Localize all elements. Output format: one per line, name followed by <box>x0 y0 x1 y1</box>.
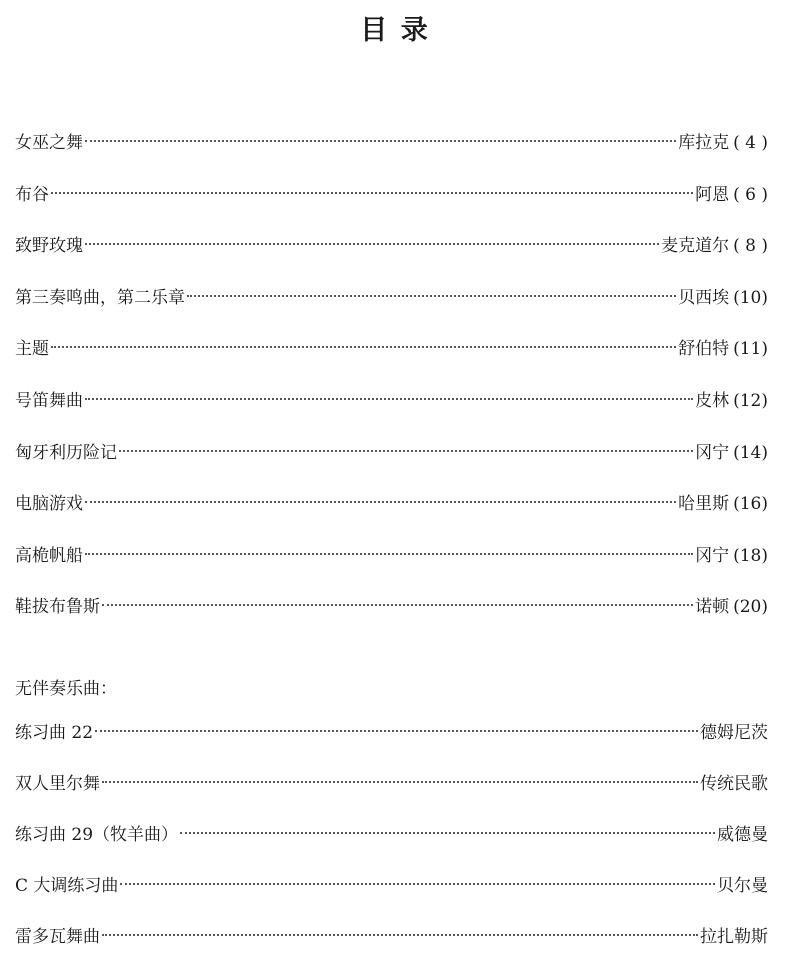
entry-title: 双人里尔舞 <box>15 774 100 794</box>
entry-title: 第三奏鸣曲，第二乐章 <box>15 287 185 308</box>
toc-entry <box>15 541 768 593</box>
entry-composer: 哈里斯 <box>678 494 730 515</box>
entry-title: 号笛舞曲 <box>15 390 83 411</box>
dot-leader <box>51 346 676 348</box>
dot-leader <box>187 295 676 297</box>
toc-solo-list <box>15 718 768 973</box>
entry-title: C 大调练习曲 <box>15 876 119 896</box>
entry-page: ( 4 ) <box>733 133 768 153</box>
entry-page: ( 6 ) <box>733 184 768 205</box>
dot-leader <box>51 192 693 194</box>
solo-entry <box>15 820 768 871</box>
dot-leader <box>102 934 698 936</box>
solo-entry <box>15 718 768 769</box>
dot-leader <box>102 781 698 783</box>
entry-page: (10) <box>733 287 768 308</box>
toc-entry <box>15 334 768 386</box>
dot-leader <box>85 398 693 400</box>
entry-composer: 皮林 <box>695 390 730 411</box>
toc-entry <box>15 592 768 644</box>
entry-composer: 麦克道尔 <box>661 236 730 257</box>
solo-section-heading: 无伴奏乐曲： <box>15 679 117 699</box>
entry-page: ( 8 ) <box>733 236 768 257</box>
entry-title: 致野玫瑰 <box>15 236 83 257</box>
dot-leader <box>85 553 693 555</box>
dot-leader <box>85 501 676 503</box>
entry-page: (20) <box>733 597 768 618</box>
toc-entry <box>15 231 768 283</box>
entry-page: (14) <box>733 442 768 463</box>
dot-leader <box>85 140 676 142</box>
entry-composer: 传统民歌 <box>700 774 768 794</box>
dot-leader <box>180 832 715 834</box>
solo-entry <box>15 922 768 973</box>
entry-composer: 阿恩 <box>695 184 730 205</box>
entry-title: 鞋拔布鲁斯 <box>15 597 100 618</box>
toc-entry <box>15 180 768 232</box>
entry-title: 匈牙利历险记 <box>15 442 117 463</box>
entry-title: 主题 <box>15 339 49 360</box>
toc-main-list <box>15 128 768 644</box>
entry-composer: 威德曼 <box>717 825 768 845</box>
dot-leader <box>95 730 698 732</box>
entry-title: 高桅帆船 <box>15 545 83 566</box>
solo-entry <box>15 871 768 922</box>
entry-title: 女巫之舞 <box>15 133 83 153</box>
entry-composer: 诺顿 <box>695 597 730 618</box>
dot-leader <box>120 883 715 885</box>
solo-entry <box>15 769 768 820</box>
entry-composer: 舒伯特 <box>678 339 730 360</box>
entry-title: 练习曲 29（牧羊曲） <box>15 825 179 845</box>
entry-title: 练习曲 22 <box>15 723 94 743</box>
dot-leader <box>119 450 693 452</box>
dot-leader <box>85 243 659 245</box>
entry-composer: 冈宁 <box>695 442 730 463</box>
toc-entry <box>15 438 768 490</box>
entry-page: (11) <box>733 339 768 360</box>
entry-title: 雷多瓦舞曲 <box>15 927 100 947</box>
dot-leader <box>102 604 693 606</box>
entry-title: 布谷 <box>15 184 49 205</box>
entry-page: (12) <box>733 390 768 411</box>
entry-page: (18) <box>733 545 768 566</box>
toc-entry <box>15 489 768 541</box>
entry-composer: 贝尔曼 <box>717 876 768 896</box>
entry-composer: 贝西埃 <box>678 287 730 308</box>
toc-entry <box>15 128 768 180</box>
entry-page: (16) <box>733 494 768 515</box>
page-title: 目 录 <box>360 15 430 46</box>
entry-composer: 库拉克 <box>678 133 730 153</box>
entry-composer: 拉扎勒斯 <box>700 927 768 947</box>
entry-composer: 德姆尼茨 <box>700 723 768 743</box>
entry-composer: 冈宁 <box>695 545 730 566</box>
toc-entry <box>15 386 768 438</box>
entry-title: 电脑游戏 <box>15 494 83 515</box>
toc-entry <box>15 283 768 335</box>
